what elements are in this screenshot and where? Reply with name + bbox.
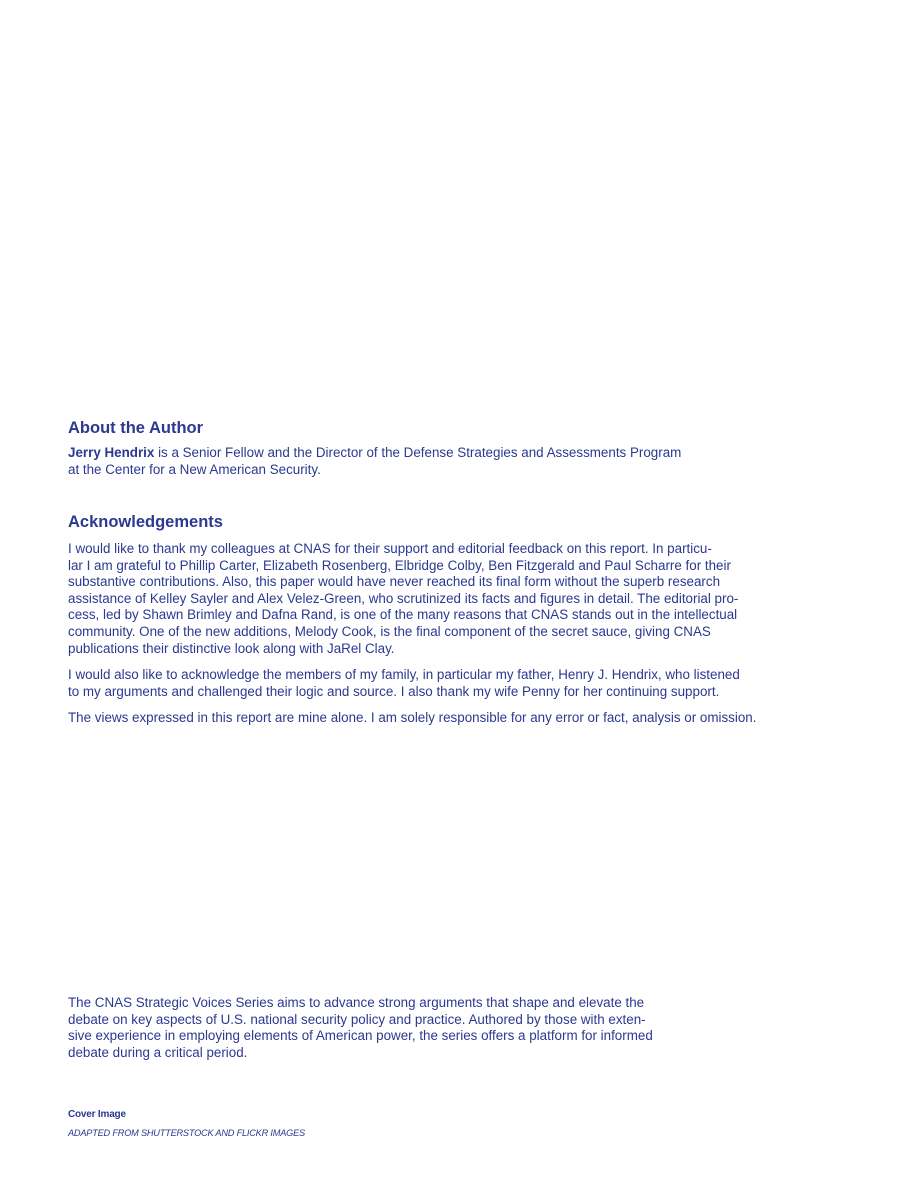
series-line: debate on key aspects of U.S. national security policy and practice. Authored by those with exten-: [68, 1011, 646, 1027]
author-bio-line-2: at the Center for a New American Security.: [68, 461, 321, 477]
series-description: [68, 995, 748, 1061]
paragraph-line: I would like to thank my colleagues at CNAS for their support and editorial feedback on this report. In particu-: [68, 541, 712, 556]
paragraph-line: I would also like to acknowledge the members of my family, in particular my father, Henry J. Hendrix, who listened: [68, 667, 740, 683]
about-the-author-heading: About the Author: [68, 419, 204, 437]
paragraph-line: The views expressed in this report are mine alone. I am solely responsible for any error or fact, analysis or omission.: [68, 710, 757, 726]
cover-image-credit: ADAPTED FROM SHUTTERSTOCK AND FLICKR IMAGES: [68, 1128, 305, 1138]
paragraph-line: to my arguments and challenged their logic and source. I also thank my wife Penny for her continuing support.: [68, 683, 720, 699]
cover-image-credit-section: [68, 1108, 468, 1140]
strategic-voices-series-blurb: [68, 995, 748, 1061]
acknowledgements-heading: Acknowledgements: [68, 513, 223, 531]
author-name: Jerry Hendrix: [68, 445, 155, 460]
paragraph-line: community. One of the new additions, Melody Cook, is the final component of the secret sauce, giving CNAS: [68, 623, 711, 639]
cover-image-label: Cover Image: [68, 1109, 126, 1120]
paragraph-line: cess, led by Shawn Brimley and Dafna Rand, is one of the many reasons that CNAS stands out in the intellectual: [68, 607, 738, 623]
paragraph-line: lar I am grateful to Phillip Carter, Elizabeth Rosenberg, Elbridge Colby, Ben Fitzgerald and Paul Scharre for their: [68, 557, 731, 573]
acknowledgements-paragraph-1: [68, 541, 828, 657]
author-bio-line-1-rest: is a Senior Fellow and the Director of the Defense Strategies and Assessments Program: [154, 445, 682, 460]
about-the-author-section: [68, 418, 828, 478]
acknowledgements-paragraph-3: [68, 710, 828, 727]
paragraph-line: substantive contributions. Also, this paper would have never reached its final form without the superb research: [68, 574, 721, 590]
series-line: debate during a critical period.: [68, 1044, 248, 1060]
paragraph-line: publications their distinctive look along with JaRel Clay.: [68, 640, 395, 656]
author-bio: [68, 445, 828, 478]
series-line: sive experience in employing elements of American power, the series offers a platform for informed: [68, 1028, 653, 1044]
author-bio-line-1: [68, 445, 828, 462]
acknowledgements-section: [68, 512, 828, 737]
paragraph-line: assistance of Kelley Sayler and Alex Velez-Green, who scrutinized its facts and figures in detail. The editorial pro-: [68, 590, 739, 606]
series-line: The CNAS Strategic Voices Series aims to advance strong arguments that shape and elevate the: [68, 995, 645, 1010]
acknowledgements-paragraph-2: [68, 667, 828, 700]
